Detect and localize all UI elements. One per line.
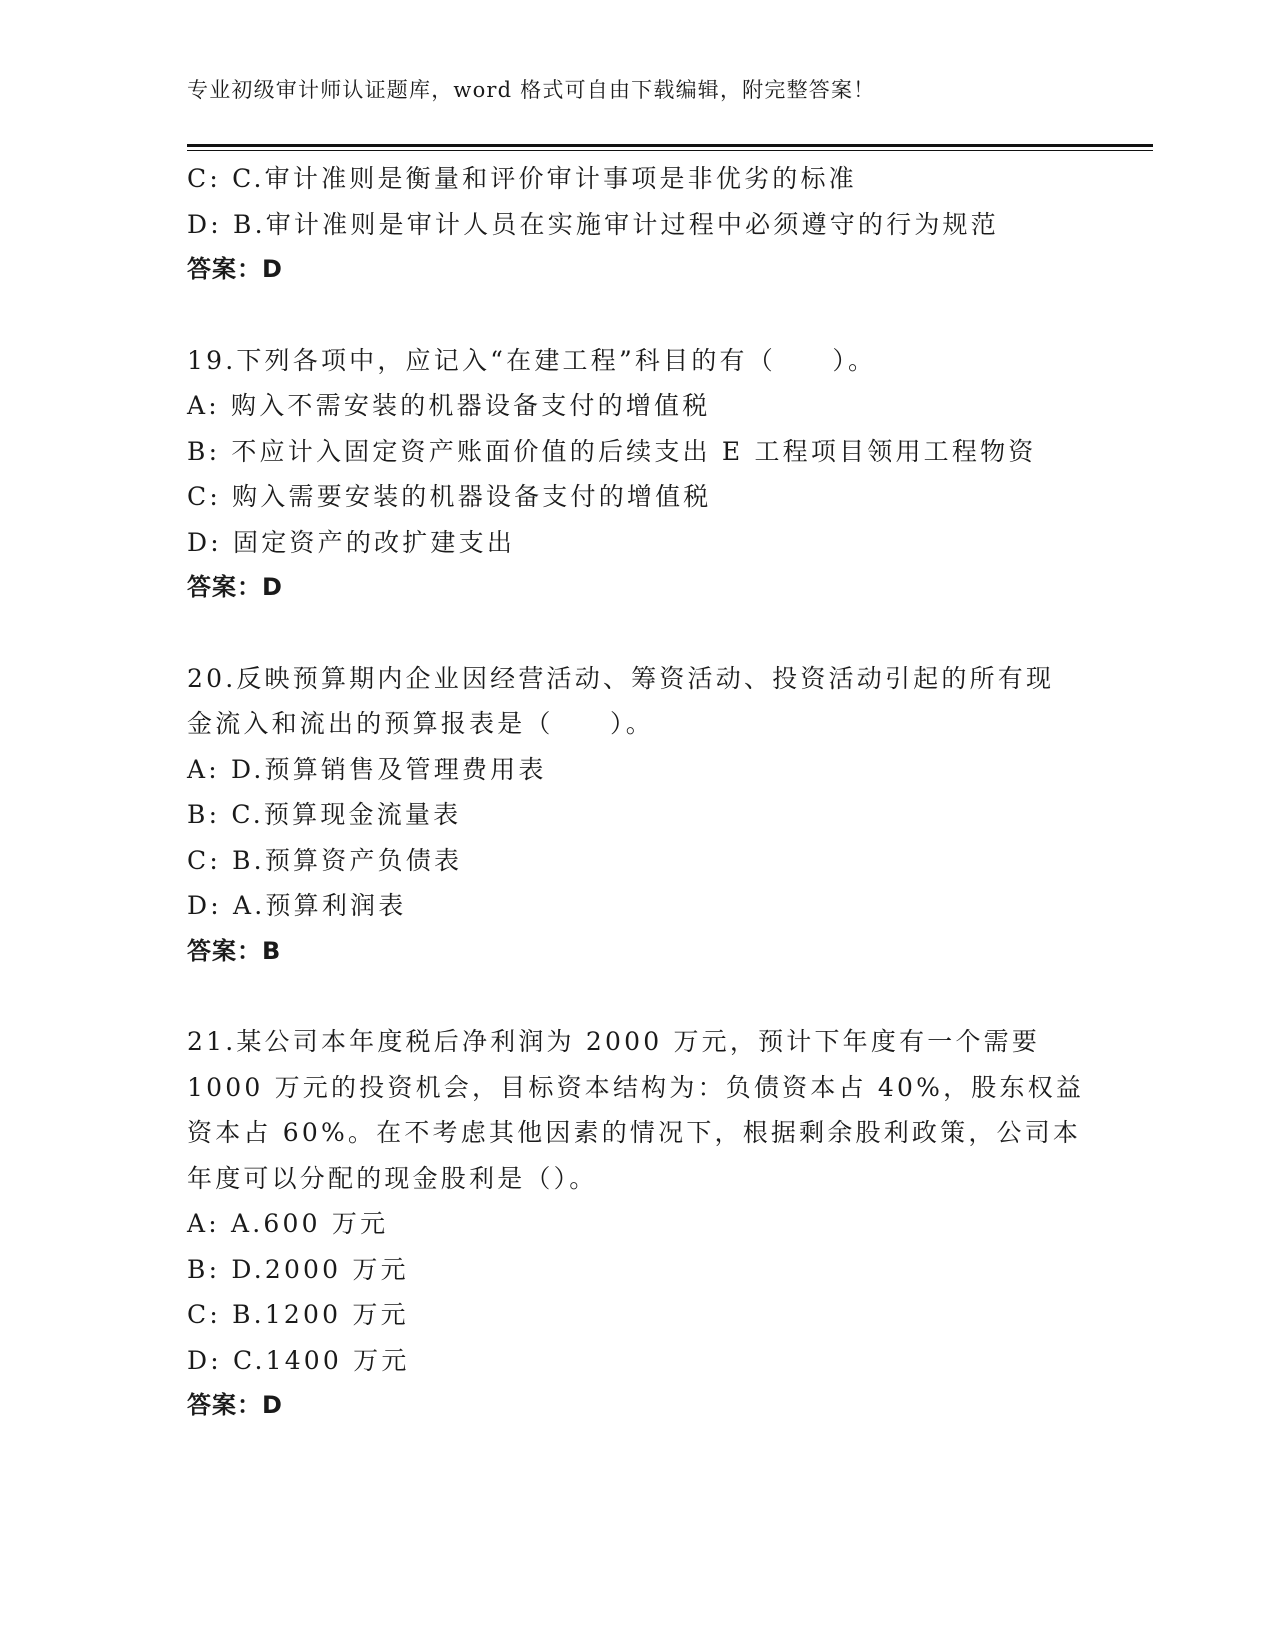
question-text: 1000 万元的投资机会，目标资本结构为：负债资本占 40%，股东权益 — [187, 1072, 1085, 1102]
option-b: B: D.2000 万元 — [187, 1254, 409, 1284]
question-20 — [187, 656, 1087, 975]
question-19 — [187, 338, 1087, 611]
option-c: C: C.审计准则是衡量和评价审计事项是非优劣的标准 — [187, 164, 857, 193]
option-d: D: C.1400 万元 — [187, 1345, 410, 1375]
option-d: D: A.预算利润表 — [187, 891, 407, 920]
answer-label: 答案：D — [187, 255, 283, 283]
header-rule-thick — [187, 144, 1153, 147]
option-c: C: B.预算资产负债表 — [187, 845, 463, 875]
option-c: C: B.1200 万元 — [187, 1300, 409, 1329]
option-d: D: B.审计准则是审计人员在实施审计过程中必须遵守的行为规范 — [187, 209, 999, 239]
question-text: 金流入和流出的预算报表是（ ）。 — [187, 709, 654, 738]
question-text: 21.某公司本年度税后净利润为 2000 万元，预计下年度有一个需要 — [187, 1027, 1041, 1056]
question-text: 20.反映预算期内企业因经营活动、筹资活动、投资活动引起的所有现 — [187, 663, 1055, 693]
spacer — [187, 293, 1087, 338]
answer-label: 答案：D — [187, 573, 283, 601]
header-rule-thin — [187, 150, 1153, 151]
option-a: A: A.600 万元 — [187, 1209, 389, 1238]
document-header: 专业初级审计师认证题库，word 格式可自由下载编辑，附完整答案！ — [187, 78, 876, 102]
spacer — [187, 611, 1087, 656]
option-b: B: 不应计入固定资产账面价值的后续支出 E 工程项目领用工程物资 — [187, 436, 1037, 466]
answer-label: 答案：B — [187, 936, 282, 965]
option-a: A: 购入不需安装的机器设备支付的增值税 — [187, 391, 711, 420]
option-a: A: D.预算销售及管理费用表 — [187, 754, 547, 784]
answer-label: 答案：D — [187, 1391, 283, 1419]
option-c: C: 购入需要安装的机器设备支付的增值税 — [187, 482, 712, 511]
option-b: B: C.预算现金流量表 — [187, 800, 462, 829]
spacer — [187, 974, 1087, 1019]
document-body — [187, 156, 1087, 1429]
question-21 — [187, 1019, 1087, 1429]
question-text: 年度可以分配的现金股利是（）。 — [187, 1163, 598, 1193]
question-text: 资本占 60%。在不考虑其他因素的情况下，根据剩余股利政策，公司本 — [187, 1118, 1082, 1147]
question-text: 19.下列各项中，应记入“在建工程”科目的有（ ）。 — [187, 345, 877, 375]
option-d: D: 固定资产的改扩建支出 — [187, 527, 516, 557]
